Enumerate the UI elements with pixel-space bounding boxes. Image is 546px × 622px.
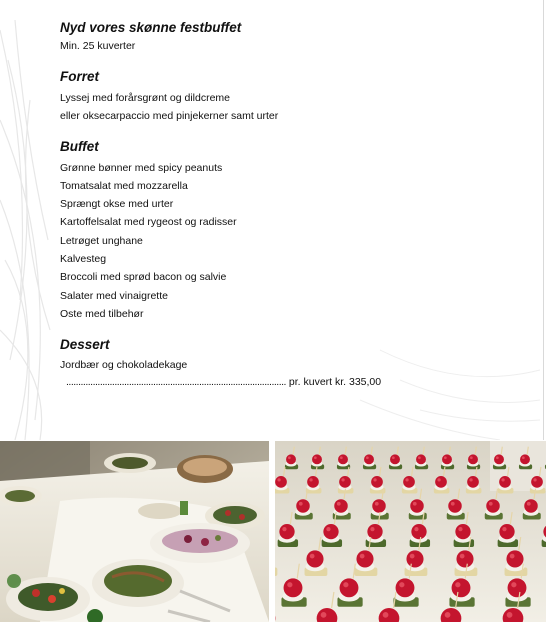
menu-subtitle: Min. 25 kuverter (60, 40, 136, 52)
price-label: pr. kuvert kr. 335,00 (288, 376, 382, 388)
list-item: Tomatsalat med mozzarella (60, 180, 188, 192)
section-heading-forret: Forret (60, 69, 100, 84)
list-item: eller oksecarpaccio med pinjekerner samt urter (60, 110, 279, 122)
list-item: Oste med tilbehør (60, 308, 144, 320)
price-leader-dots: ........................................................................................... (66, 376, 286, 388)
list-item: Sprængt okse med urter (60, 198, 174, 210)
list-item: Letrøget unghane (60, 235, 143, 247)
section-heading-buffet: Buffet (60, 139, 99, 154)
list-item: Salater med vinaigrette (60, 290, 168, 302)
list-item: Jordbær og chokoladekage (60, 359, 188, 371)
price-line (66, 376, 381, 388)
list-item: Lyssej med forårsgrønt og dildcreme (60, 92, 231, 104)
buffet-table-photo (0, 441, 269, 622)
menu-title: Nyd vores skønne festbuffet (60, 20, 242, 35)
list-item: Broccoli med sprød bacon og salvie (60, 271, 227, 283)
raspberry-canapes-photo (275, 441, 546, 622)
list-item: Kalvesteg (60, 253, 107, 265)
list-item: Grønne bønner med spicy peanuts (60, 162, 223, 174)
section-heading-dessert: Dessert (60, 337, 110, 352)
list-item: Kartoffelsalat med rygeost og radisser (60, 216, 237, 228)
